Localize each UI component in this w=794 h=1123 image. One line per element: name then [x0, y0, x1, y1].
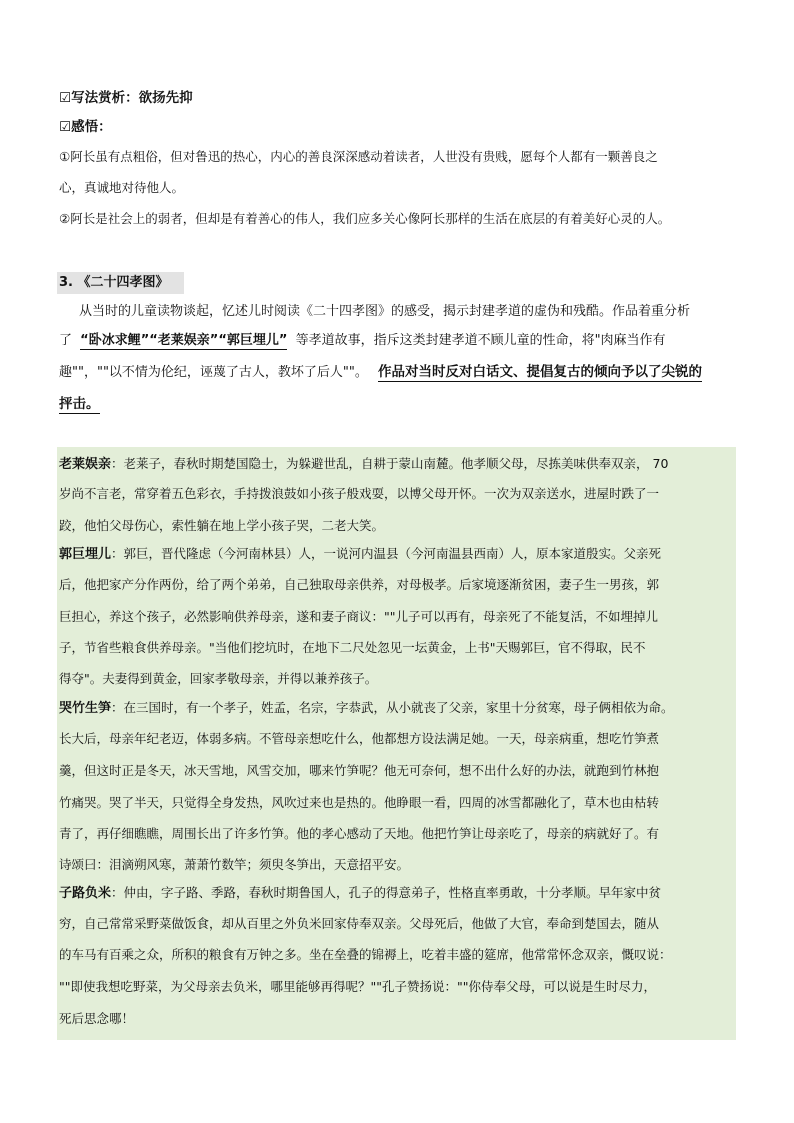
zilu-line-4: ""即使我想吃野菜，为父母亲去负米，哪里能够再得呢？""孔子赞扬说：""你侍奉父母，可以说是生时尽力，: [59, 979, 656, 994]
para-line-2-suffix: 等孝道故事，指斥这类封建孝道不顾儿童的性命，将"肉麻当作有: [295, 333, 666, 348]
section-3-para-line-2: [59, 333, 666, 349]
zilu-term: 子路负米: [59, 886, 112, 901]
zilu-line-2: 穷，自己常常采野菜做饭食，却从百里之外负米回家侍奉双亲。父母死后，他做了大官，奉命到楚国去，随从: [59, 916, 660, 931]
insight-heading: ☑感悟：: [59, 119, 112, 135]
kuzhu-line-6: 诗颂曰：泪滴朔风寒，萧萧竹数竿；须臾冬笋出，天意招平安。: [59, 857, 410, 872]
kuzhu-text-1: ：在三国时，有一个孝子，姓孟，名宗，字恭武，从小就丧了父亲，家里十分贫寒，母子俩相依为命。: [111, 700, 674, 715]
insight-point-2: ②阿长是社会上的弱者，但却是有着善心的伟人，我们应多关心像阿长那样的生活在底层的有着美好心灵的人。: [59, 211, 671, 226]
guoju-line-4: 子，节省些粮食供养母亲。"当他们挖坑时，在地下二尺处忽见一坛黄金，上书"天赐郭巨，官不得取，民不: [59, 640, 646, 655]
laolai-line-1: [59, 456, 668, 473]
guoju-line-1: [59, 546, 661, 563]
guoju-term: 郭巨埋儿: [59, 547, 112, 562]
laolai-term: 老莱娱亲: [59, 457, 112, 472]
para-line-4-bold: 抨击。: [59, 396, 100, 412]
technique-heading: ☑写法赏析：欲扬先抑: [59, 90, 193, 106]
guoju-text-1: ：郭巨，晋代隆虑（今河南林县）人，一说河内温县（今河南温县西南）人，原本家道殷实。父亲死: [111, 546, 662, 561]
kuzhu-term: 哭竹生笋: [59, 701, 112, 716]
zilu-line-1: [59, 885, 661, 902]
guoju-line-2: 后，他把家产分作两份，给了两个弟弟，自己独取母亲供养，对母极孝。后家境逐渐贫困，妻子生一男孩，郭: [59, 577, 660, 592]
section-3-title: 3. 《二十四孝图》: [57, 272, 184, 294]
insight-point-1-line-2: 心，真诚地对待他人。: [59, 180, 185, 195]
para-line-2-prefix: 了: [59, 333, 73, 348]
laolai-text-1: ：老莱子，春秋时期楚国隐士，为躲避世乱，自耕于蒙山南麓。他孝顺父母，尽拣美味供奉双亲， 70: [111, 456, 669, 471]
kuzhu-line-3: 羹，但这时正是冬天，冰天雪地，风雪交加，哪来竹笋呢？他无可奈何，想不出什么好的办法，就跑到竹林抱: [59, 763, 660, 778]
para-line-3-prefix: 趣""，""以不情为伦纪，诬蔑了古人，教坏了后人""。: [59, 365, 368, 380]
section-3-para-line-3: [59, 364, 702, 381]
kuzhu-line-1: [59, 700, 674, 717]
section-3-para-line-4: [59, 396, 100, 412]
kuzhu-line-5: 青了，再仔细瞧瞧，周围长出了许多竹笋。他的孝心感动了天地。他把竹笋让母亲吃了，母亲的病就好了。有: [59, 826, 660, 841]
guoju-line-3: 巨担心，养这个孩子，必然影响供养母亲，遂和妻子商议：""儿子可以再有，母亲死了不能复活，不如埋掉儿: [59, 609, 659, 624]
para-line-3-bold: 作品对当时反对白话文、提倡复古的倾向予以了尖锐的: [378, 364, 703, 380]
insight-point-1-line-1: ①阿长虽有点粗俗，但对鲁迅的热心，内心的善良深深感动着读者，人世没有贵贱，愿每个人都有一颗善良之: [59, 149, 658, 164]
zilu-text-1: ：仲由，字子路、季路，春秋时期鲁国人，孔子的得意弟子，性格直率勇敢，十分孝顺。早年家中贫: [111, 885, 662, 900]
laolai-line-3: 跤，他怕父母伤心，索性躺在地上学小孩子哭，二老大笑。: [59, 518, 385, 533]
laolai-line-2: 岁尚不言老，常穿着五色彩衣，手持拨浪鼓如小孩子般戏耍，以博父母开怀。一次为双亲送水，进屋时跌了一: [59, 486, 660, 501]
kuzhu-line-4: 竹痛哭。哭了半天，只觉得全身发热，风吹过来也是热的。他睁眼一看，四周的冰雪都融化了，草木也由枯转: [59, 795, 660, 810]
story-keywords: “卧冰求鲤”“老莱娱亲”“郭巨埋儿”: [80, 333, 288, 348]
zilu-line-3: 的车马有百乘之众，所积的粮食有万钟之多。坐在垒叠的锦褥上，吃着丰盛的筵席，他常常怀念双亲，慨叹说：: [59, 947, 672, 962]
zilu-line-5: 死后思念哪！: [59, 1011, 135, 1026]
kuzhu-line-2: 长大后，母亲年纪老迈，体弱多病。不管母亲想吃什么，他都想方设法满足她。一天，母亲病重，想吃竹笋煮: [59, 731, 660, 746]
guoju-line-5: 得夺"。夫妻得到黄金，回家孝敬母亲，并得以兼养孩子。: [59, 671, 378, 686]
section-3-para-line-1: 从当时的儿童读物谈起，忆述儿时阅读《二十四孝图》的感受，揭示封建孝道的虚伪和残酷。作品着重分析: [79, 304, 691, 319]
